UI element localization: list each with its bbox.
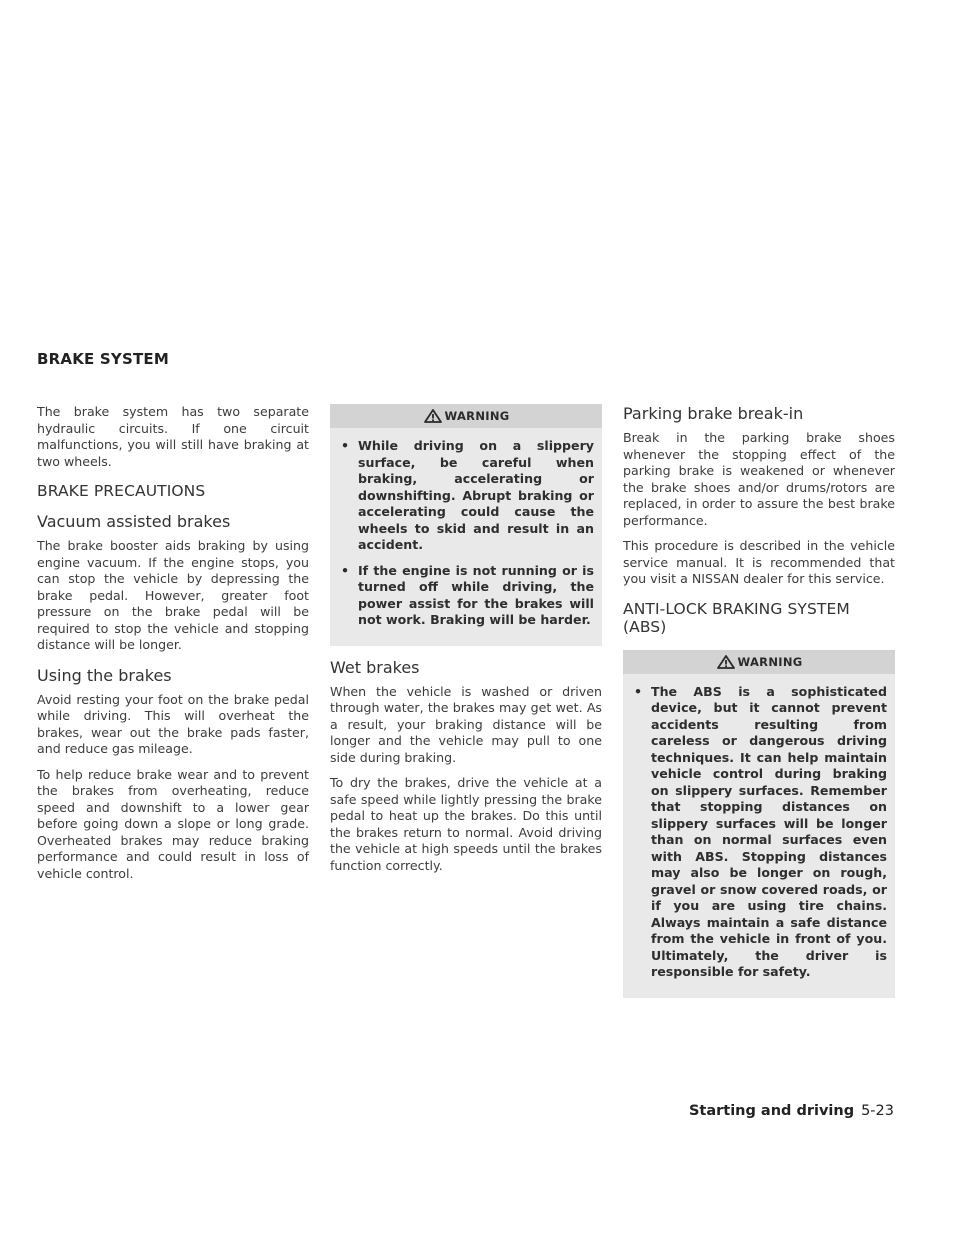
page-footer: [689, 1103, 894, 1119]
warning-box-abs: [623, 650, 895, 998]
precautions-heading: BRAKE PRECAUTIONS: [37, 482, 206, 500]
vacuum-paragraph: The brake booster aids braking by using engine vacuum. If the engine stops, you can stop the vehicle by depressing the brake pedal. However, greater foot pressure on the brake pedal will be required to stop the vehicle and stopping distance will be longer.: [37, 538, 309, 652]
column-left: [37, 404, 309, 891]
abs-heading: ANTI-LOCK BRAKING SYSTEM (ABS): [623, 599, 850, 636]
warning-label: WARNING: [737, 654, 803, 669]
using-brakes-paragraph-1: Avoid resting your foot on the brake pedal while driving. This will overheat the brakes, wear out the brake pads faster, and reduce gas mileage.: [37, 691, 309, 756]
column-middle: [330, 404, 602, 883]
wet-brakes-heading: Wet brakes: [330, 657, 420, 677]
parking-brake-paragraph-2: This procedure is described in the vehicle service manual. It is recommended that you visit a NISSAN dealer for this service.: [623, 538, 895, 586]
using-brakes-paragraph-2: To help reduce brake wear and to prevent the brakes from overheating, reduce speed and downshift to a lower gear before going down a slope or long grade. Overheated brakes may reduce braking performance and could result in loss of vehicle control.: [37, 766, 309, 881]
parking-brake-paragraph-1: Break in the parking brake shoes whenever the stopping effect of the parking brake is weakened or whenever the brake shoes and/or drums/rotors are replaced, in order to assure the best brake performance.: [623, 430, 895, 528]
warning-list: [623, 674, 895, 981]
vacuum-heading: Vacuum assisted brakes: [37, 512, 231, 531]
warning-header: [623, 650, 895, 674]
warning-header: [330, 404, 602, 428]
column-right: [623, 404, 895, 1008]
warning-label: WARNING: [444, 409, 510, 423]
page-number: 5-23: [861, 1103, 894, 1119]
wet-brakes-paragraph-2: To dry the brakes, drive the vehicle at a safe speed while lightly pressing the brake pedal to heat up the brakes. Do this until the brakes return to normal. Avoid driving the vehicle at high speeds until the brakes function correctly.: [330, 775, 602, 873]
using-brakes-heading: Using the brakes: [37, 665, 172, 685]
wet-brakes-paragraph-1: When the vehicle is washed or driven through water, the brakes may get wet. As a result, your braking distance will be longer and the vehicle may pull to one side during braking.: [330, 683, 602, 765]
warning-item: • If the engine is not running or is turned off while driving, the power assist for the brakes will not work. Braking will be harder.: [340, 562, 594, 627]
warning-box-brakes: [330, 404, 602, 646]
warning-triangle-icon: [423, 409, 443, 423]
parking-brake-heading: Parking brake break-in: [623, 404, 804, 423]
warning-item: • While driving on a slippery surface, be careful when braking, accelerating or downshifting. Abrupt braking or accelerating could cause the wheels to skid and result in an accident.: [340, 438, 594, 552]
warning-list: [330, 428, 602, 629]
warning-triangle-icon: [716, 655, 736, 669]
warning-item: • The ABS is a sophisticated device, but it cannot prevent accidents resulting from careless or dangerous driving techniques. It can help maintain vehicle control during braking on slippery surfaces. Remember that stopping distances on slippery surfaces will be longer than on normal surfaces even with ABS. Stopping distances may also be longer on rough, gravel or snow covered roads, or if you are using tire chains. Always maintain a safe distance from the vehicle in front of you. Ultimately, the driver is responsible for safety.: [633, 683, 887, 979]
chapter-title: Starting and driving: [688, 1103, 855, 1119]
section-title: BRAKE SYSTEM: [37, 350, 169, 368]
intro-paragraph: The brake system has two separate hydraulic circuits. If one circuit malfunctions, you will still have braking at two wheels.: [37, 404, 309, 469]
